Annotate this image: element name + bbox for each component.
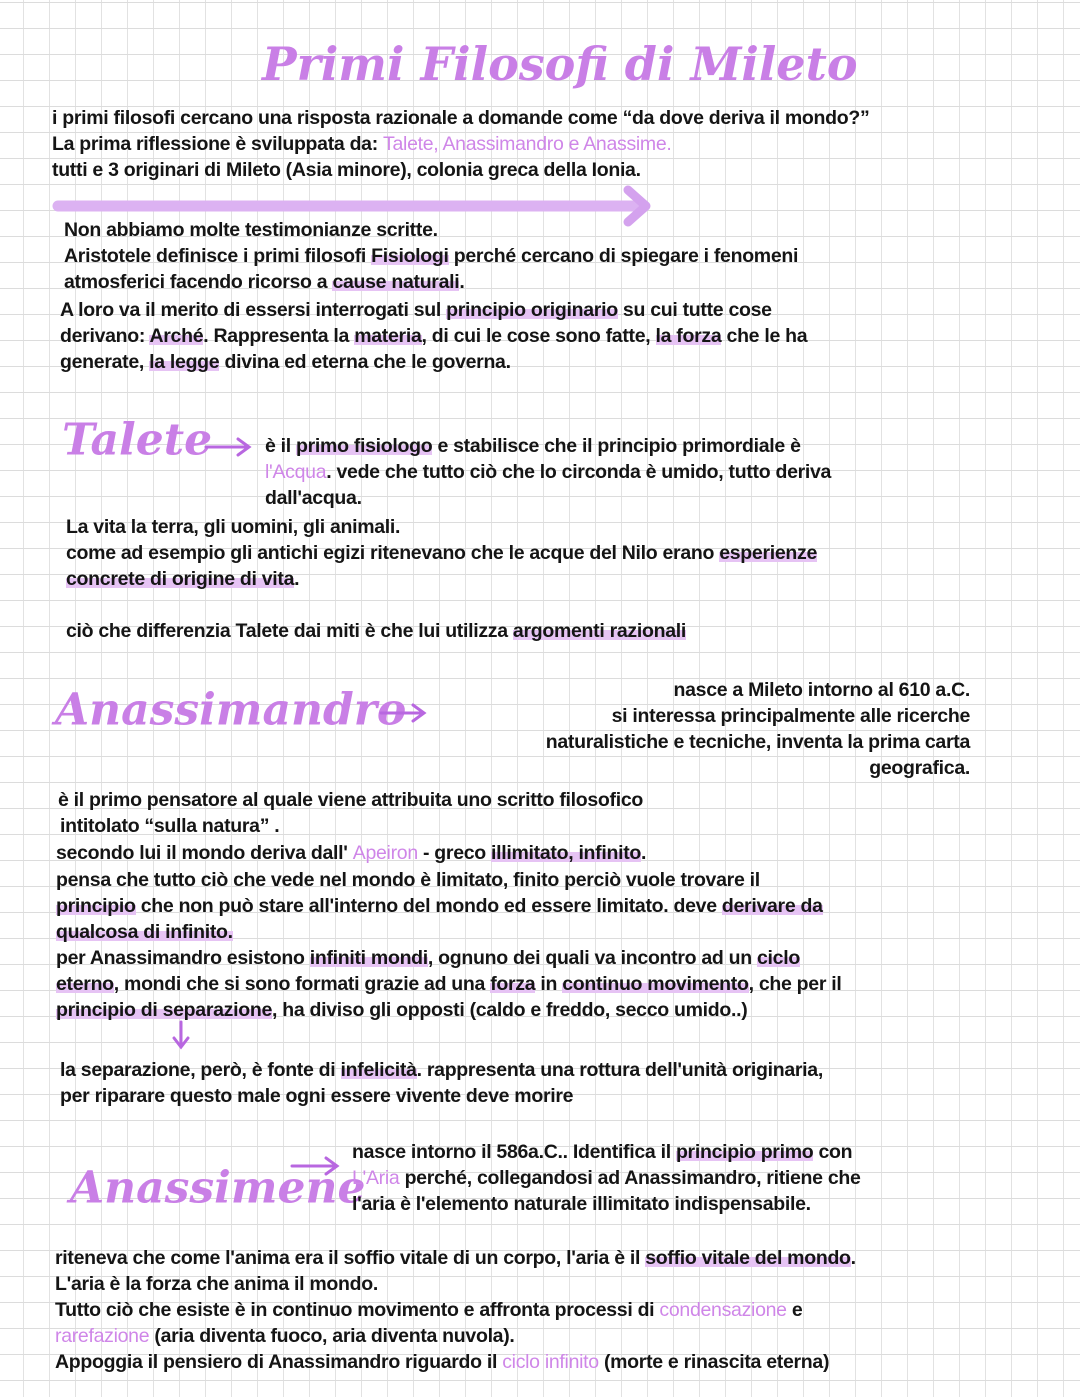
highlighted-text: qualcosa di infinito. (56, 921, 233, 943)
text-segment: , che per il (748, 973, 842, 995)
text-segment: per riparare questo male ogni essere vivente deve morire (60, 1085, 574, 1107)
highlighted-text: infiniti mondi (309, 947, 428, 969)
text-segment: tutti e 3 originari di Mileto (Asia minore), colonia greca della Ionia. (52, 159, 641, 181)
text-segment: Aristotele definisce i primi filosofi (64, 245, 372, 267)
note-line (64, 244, 798, 268)
key-term: rarefazione (55, 1325, 150, 1347)
note-line (56, 868, 760, 892)
highlighted-text: concrete di origine di vita (66, 568, 295, 590)
text-segment: (aria diventa fuoco, aria diventa nuvola). (149, 1325, 515, 1347)
section-title-anassimandro: Anassimandro (55, 684, 407, 736)
key-term: condensazione (659, 1299, 787, 1321)
note-line (66, 515, 400, 539)
note-line (66, 619, 686, 643)
arrow-right-icon (0, 0, 1, 1)
highlighted-text: forza (490, 973, 536, 995)
highlighted-text: ciclo (757, 947, 800, 969)
note-line (56, 841, 646, 865)
note-line (55, 1350, 829, 1374)
text-segment: ciò che differenzia Talete dai miti è che lui utilizza (66, 620, 513, 642)
note-line (52, 132, 672, 156)
text-segment: . Rappresenta la (203, 325, 355, 347)
text-segment: che le ha (721, 325, 808, 347)
text-segment: e stabilisce che il principio primordiale è (432, 435, 801, 457)
text-segment: pensa che tutto ciò che vede nel mondo è limitato, finito perciò vuole trovare il (56, 869, 760, 891)
note-line (56, 946, 800, 970)
text-segment: , ognuno dei quali va incontro ad un (427, 947, 757, 969)
text-segment: Tutto ciò che esiste è in continuo movimento e affronta processi di (55, 1299, 660, 1321)
note-line (55, 1246, 856, 1270)
text-segment: Non abbiamo molte testimonianze scritte. (64, 219, 438, 241)
highlighted-text: derivare da (721, 895, 823, 917)
text-segment: perché cercano di spiegare i fenomeni (448, 245, 799, 267)
text-segment: Appoggia il pensiero di Anassimandro riguardo il (55, 1351, 503, 1373)
text-segment: (morte e rinascita eterna) (598, 1351, 830, 1373)
note-line (60, 1058, 823, 1082)
highlighted-text: soffio vitale del mondo (645, 1247, 851, 1269)
text-segment: per Anassimandro esistono (56, 947, 310, 969)
highlighted-text: illimitato, infinito (491, 842, 642, 864)
text-segment: l'aria è l'elemento naturale illimitato indispensabile. (352, 1193, 811, 1215)
note-line (674, 678, 970, 702)
note-line (56, 920, 233, 944)
page-title: Primi Filosofi di Mileto (262, 37, 858, 91)
text-segment: . rappresenta una rottura dell'unità originaria, (416, 1059, 823, 1081)
note-line (55, 1272, 378, 1296)
text-segment: , mondi che si sono formati grazie ad una (113, 973, 491, 995)
key-term: L'Aria (352, 1167, 400, 1189)
note-line (60, 324, 807, 348)
note-line (64, 218, 438, 242)
text-segment: si interessa principalmente alle ricerche (611, 705, 970, 727)
text-segment: . vede che tutto ciò che lo circonda è umido, tutto deriva (326, 461, 832, 483)
note-line (66, 567, 299, 591)
highlighted-text: principio (56, 895, 136, 917)
text-segment: perché, collegandosi ad Anassimandro, ritiene che (399, 1167, 861, 1189)
text-segment: . (850, 1247, 856, 1269)
text-segment: in (535, 973, 563, 995)
note-line (66, 541, 817, 565)
key-term: ciclo infinito (502, 1351, 599, 1373)
note-line (55, 1324, 515, 1348)
note-line (352, 1166, 861, 1190)
text-segment: è il primo pensatore al quale viene attribuita uno scritto filosofico (58, 789, 643, 811)
highlighted-text: principio di separazione (56, 999, 273, 1021)
highlighted-text: la forza (655, 325, 722, 347)
text-segment: riteneva che come l'anima era il soffio vitale di un corpo, l'aria è il (55, 1247, 646, 1269)
note-line (60, 298, 772, 322)
note-line (546, 730, 970, 754)
note-line (55, 1298, 802, 1322)
text-segment: , ha diviso gli opposti (caldo e freddo, secco umido..) (272, 999, 748, 1021)
note-line (265, 434, 801, 458)
highlighted-text: principio originario (446, 299, 618, 321)
section-title-talete: Talete (62, 414, 213, 466)
key-term: Apeiron (352, 842, 418, 864)
key-term: Talete, Anassimandro e Anassime. (383, 133, 672, 155)
highlighted-text: argomenti razionali (512, 620, 687, 642)
text-segment: secondo lui il mondo deriva dall' (56, 842, 353, 864)
text-segment: La prima riflessione è sviluppata da: (52, 133, 384, 155)
text-segment: con (813, 1141, 853, 1163)
text-segment: . (459, 271, 465, 293)
text-segment: . (294, 568, 300, 590)
text-segment: derivano: (60, 325, 150, 347)
note-line (56, 998, 747, 1022)
note-line (352, 1192, 811, 1216)
highlighted-text: Fisiologi (371, 245, 449, 267)
highlighted-text: eterno (56, 973, 114, 995)
note-line (60, 814, 279, 838)
text-segment: dall'acqua. (265, 487, 362, 509)
highlighted-text: infelicità (340, 1059, 417, 1081)
note-line (52, 106, 869, 130)
text-segment: nasce intorno il 586a.C.. Identifica il (352, 1141, 676, 1163)
note-line (612, 704, 970, 728)
text-segment: e (786, 1299, 803, 1321)
text-segment: naturalistiche e tecniche, inventa la prima carta (545, 731, 970, 753)
text-segment: è il (265, 435, 297, 457)
text-segment: , di cui le cose sono fatte, (421, 325, 656, 347)
text-segment: i primi filosofi cercano una risposta razionale a domande come “da dove deriva il mondo?” (52, 107, 870, 129)
text-segment: L'aria è la forza che anima il mondo. (55, 1273, 378, 1295)
text-segment: A loro va il merito di essersi interrogati sul (60, 299, 447, 321)
text-segment: divina ed eterna che le governa. (219, 351, 511, 373)
text-segment: geografica. (869, 757, 970, 779)
highlighted-text: Arché (149, 325, 204, 347)
text-segment: atmosferici facendo ricorso a (64, 271, 333, 293)
key-term: l'Acqua (265, 461, 327, 483)
text-segment: - greco (417, 842, 492, 864)
note-line (869, 756, 970, 780)
highlighted-text: principio primo (675, 1141, 814, 1163)
text-segment: come ad esempio gli antichi egizi ritenevano che le acque del Nilo erano (66, 542, 720, 564)
highlighted-text: la legge (149, 351, 220, 373)
text-segment: nasce a Mileto intorno al 610 a.C. (673, 679, 970, 701)
text-segment: la separazione, però, è fonte di (60, 1059, 341, 1081)
highlighted-text: materia (354, 325, 422, 347)
highlighted-text: cause naturali (332, 271, 460, 293)
note-line (352, 1140, 852, 1164)
text-segment: La vita la terra, gli uomini, gli animali. (66, 516, 401, 538)
text-segment: intitolato “sulla natura” . (60, 815, 280, 837)
text-segment: . (641, 842, 647, 864)
note-line (52, 158, 641, 182)
highlighted-text: continuo movimento (562, 973, 749, 995)
note-line (265, 486, 362, 510)
note-line (64, 270, 465, 294)
note-line (56, 972, 841, 996)
section-title-anassimene: Anassimene (70, 1162, 366, 1214)
note-line (265, 460, 831, 484)
text-segment: generate, (60, 351, 150, 373)
note-line (60, 1084, 573, 1108)
highlighted-text: primo fisiologo (296, 435, 433, 457)
note-line (58, 788, 643, 812)
highlighted-text: esperienze (719, 542, 818, 564)
note-line (60, 350, 511, 374)
text-segment: che non può stare all'interno del mondo ed essere limitato. deve (135, 895, 722, 917)
note-line (56, 894, 823, 918)
text-segment: su cui tutte cose (617, 299, 772, 321)
